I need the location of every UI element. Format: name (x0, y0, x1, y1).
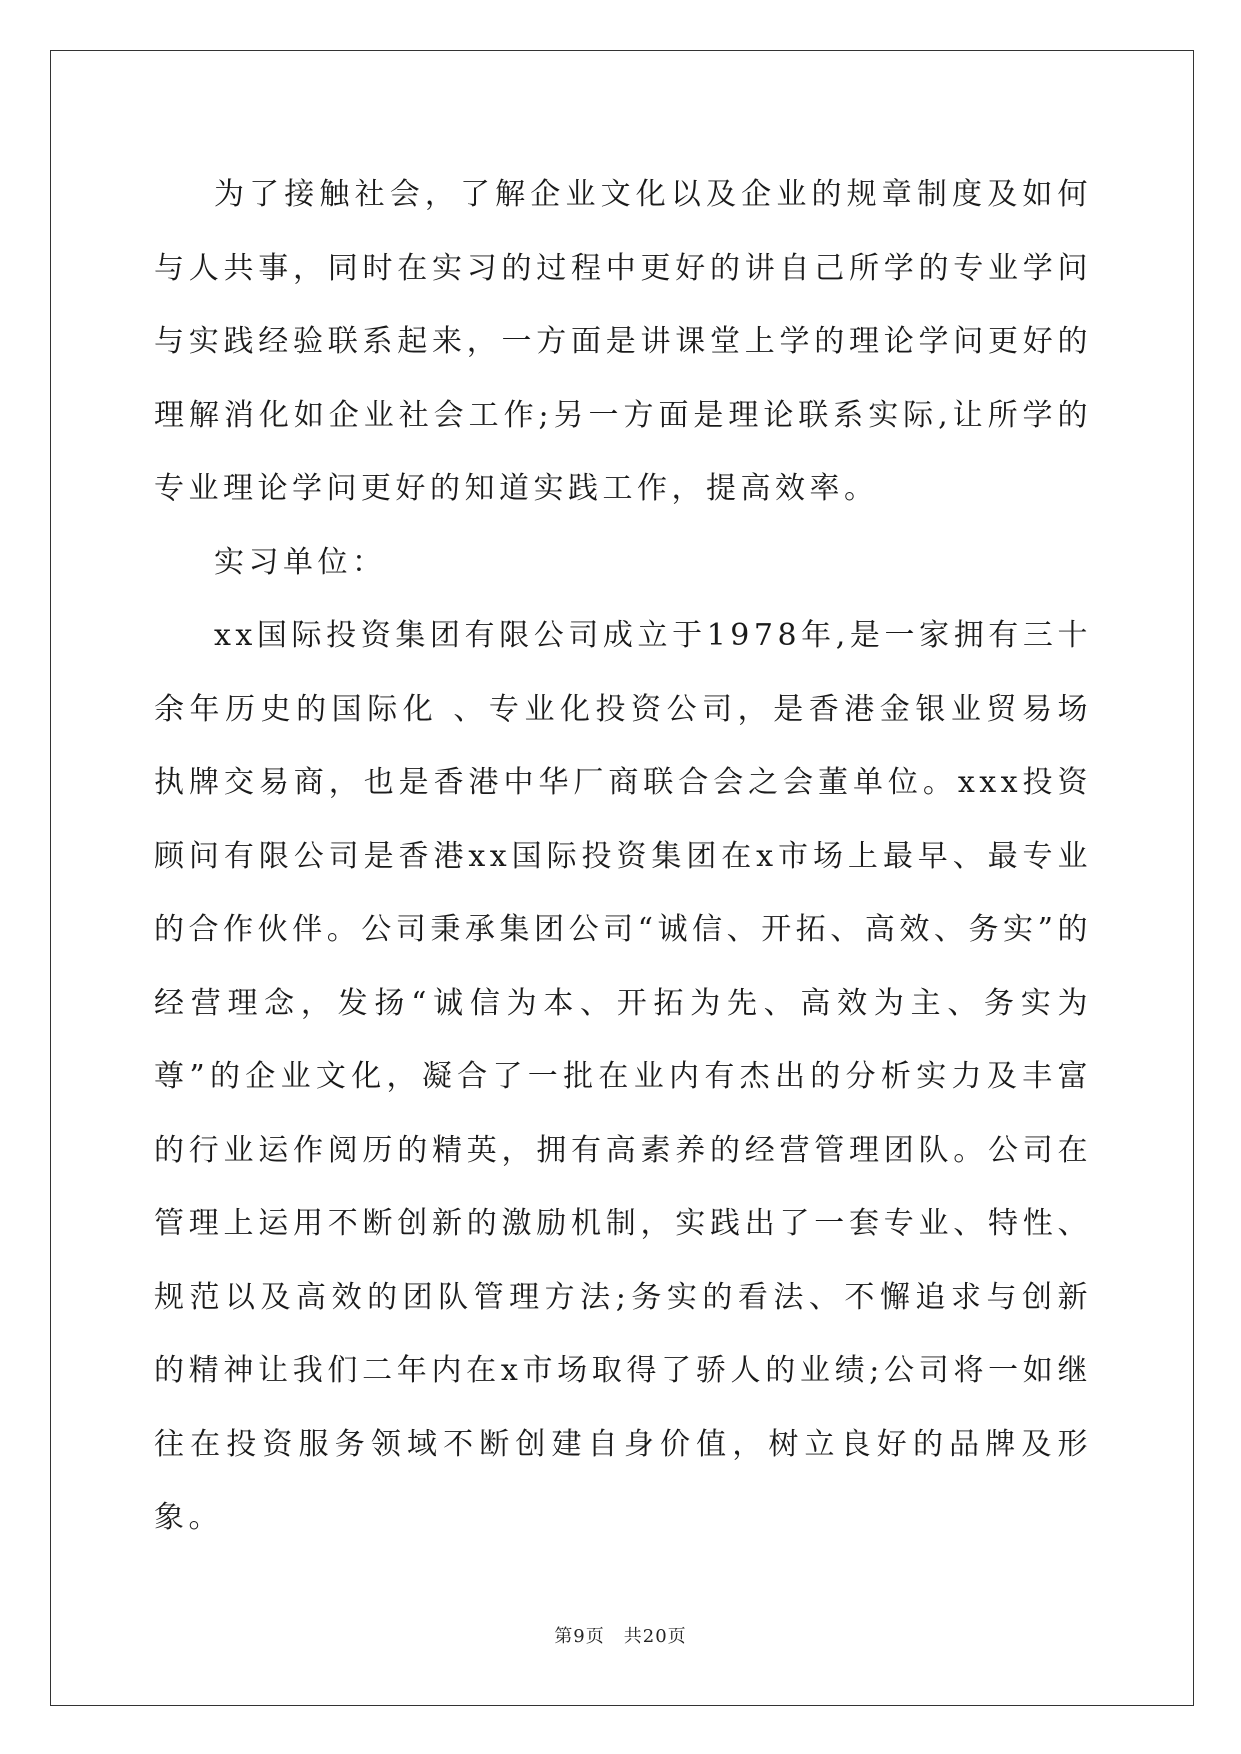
page-footer: 第9页 共20页 (554, 1626, 687, 1647)
paragraph-intro: 为了接触社会，了解企业文化以及企业的规章制度及如何与人共事，同时在实习的过程中更好的讲自己所学的专业学问与实践经验联系起来，一方面是讲课堂上学的理论学问更好的理解消化如企业社会工作;另一方面是理论联系实际,让所学的专业理论学问更好的知道实践工作，提高效率。 (154, 177, 1092, 506)
paragraph-heading-internship-unit: 实习单位： (214, 544, 387, 580)
paragraph-company-description: xx国际投资集团有限公司成立于1978年,是一家拥有三十余年历史的国际化 、专业化投资公司，是香港金银业贸易场执牌交易商，也是香港中华厂商联合会之会董单位。xxx投资顾问有限公司是香港xx国际投资集团在x市场上最早、最专业的合作伙伴。公司秉承集团公司“诚信、开拓、高效、务实”的经营理念，发扬“诚信为本、开拓为先、高效为主、务实为尊”的企业文化，凝合了一批在业内有杰出的分析实力及丰富的行业运作阅历的精英，拥有高素养的经营管理团队。公司在管理上运用不断创新的激励机制，实践出了一套专业、特性、规范以及高效的团队管理方法;务实的看法、不懈追求与创新的精神让我们二年内在x市场取得了骄人的业绩;公司将一如继往在投资服务领域不断创建自身价值，树立良好的品牌及形象。 (154, 618, 1092, 1535)
document-body (154, 158, 1092, 1555)
